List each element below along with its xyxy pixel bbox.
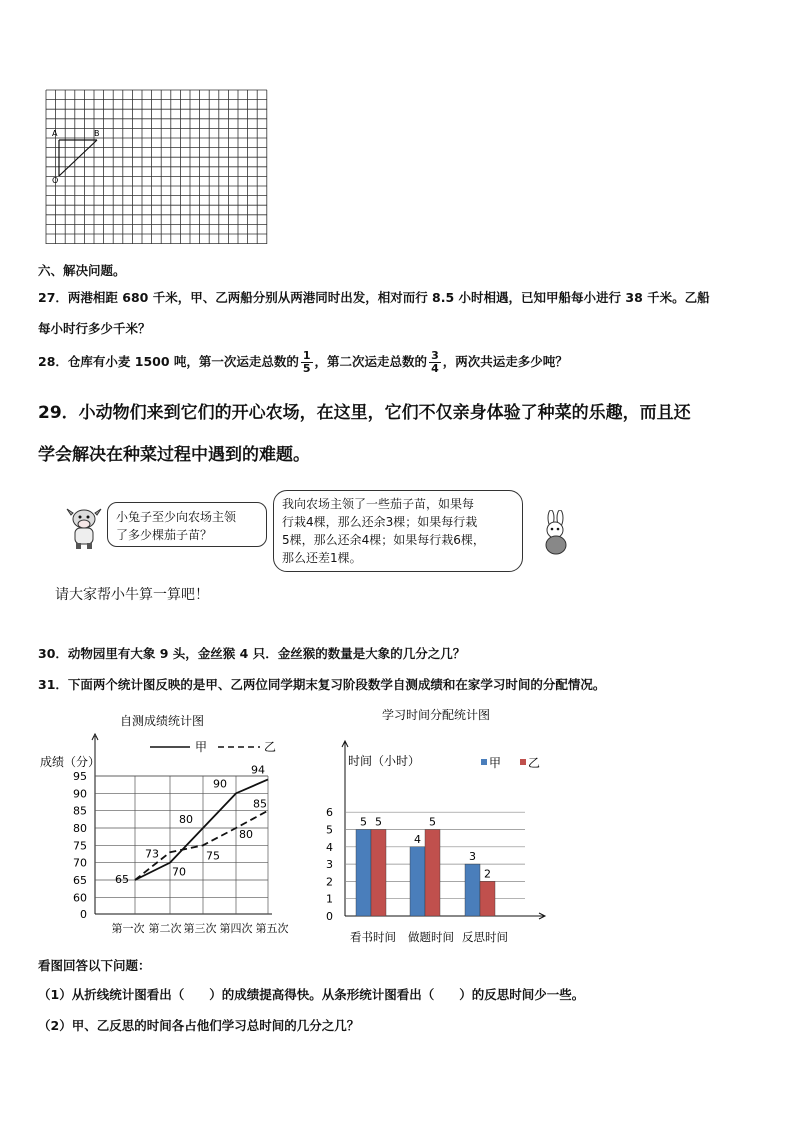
frac2-numerator: 3 — [431, 349, 439, 362]
data-label: 80 — [239, 828, 253, 841]
data-label: 70 — [172, 865, 186, 879]
data-label: 65 — [115, 873, 129, 886]
y-tick-label: 85 — [73, 804, 87, 818]
sub-question-2: （2）甲、乙反思的时间各占他们学习总时间的几分之几？ — [38, 1018, 360, 1033]
question-27-line1: 27．两港相距 680 千米，甲、乙两船分别从两港同时出发，相对而行 8.5 小时相遇，已知甲船每小进行 38 千米。乙船 — [38, 290, 710, 305]
frac1-numerator: 1 — [302, 349, 311, 362]
rabbit-bubble-line3: 5棵，那么还余4棵；如果每行栽6棵， — [282, 533, 485, 547]
y-tick-label: 90 — [73, 787, 87, 801]
point-b-label: B — [94, 129, 100, 138]
bar-chart-title: 学习时间分配统计图 — [382, 708, 491, 722]
instructions: 看图回答以下问题： — [38, 958, 151, 973]
bar-chart-ylabel: 时间（小时） — [348, 754, 421, 768]
bar-y-tick-label: 1 — [326, 892, 333, 906]
point-o-label: O — [52, 176, 59, 185]
line-chart-title: 自测成绩统计图 — [120, 714, 205, 728]
data-label: 94 — [251, 763, 265, 777]
bar-x-tick-label: 做题时间 — [408, 930, 454, 944]
bar-y-tick-label: 4 — [326, 840, 333, 854]
cow-icon — [64, 505, 104, 551]
legend-yi-swatch — [520, 759, 526, 765]
legend-jia: 甲 — [489, 756, 502, 770]
bar-y-tick-label: 0 — [326, 910, 333, 923]
bar-data-label: 3 — [469, 850, 476, 864]
bar-yi — [371, 830, 386, 917]
question-30: 30．动物园里有大象 9 头，金丝猴 4 只．金丝猴的数量是大象的几分之几？ — [38, 646, 466, 661]
bar-data-label: 5 — [429, 815, 436, 829]
question-29-line1: 29．小动物们来到它们的开心农场，在这里，它们不仅亲身体验了种菜的乐趣，而且还 — [38, 403, 691, 423]
frac2-denominator: 4 — [431, 362, 439, 375]
question-28-part2: ，第二次运走总数的 — [314, 354, 428, 369]
legend-jia: 甲 — [195, 740, 208, 754]
rabbit-icon — [538, 510, 574, 556]
question-31: 31．下面两个统计图反映的是甲、乙两位同学期末复习阶段数学自测成绩和在家学习时间的分配情况。 — [38, 677, 606, 692]
bar-jia — [356, 830, 371, 917]
x-tick-label: 第二次 — [148, 922, 182, 935]
legend-jia-swatch — [481, 759, 487, 765]
bar-x-tick-label: 看书时间 — [350, 930, 396, 944]
bar-data-label: 5 — [375, 815, 382, 829]
bar-y-tick-label: 2 — [326, 875, 333, 889]
point-a-label: A — [52, 129, 58, 138]
segment-ob — [59, 140, 97, 176]
legend-yi: 乙 — [528, 756, 541, 770]
x-tick-label: 第一次 — [111, 922, 145, 935]
y-tick-label: 0 — [80, 908, 87, 921]
data-label: 85 — [253, 797, 267, 811]
bar-chart — [320, 700, 550, 948]
data-label: 90 — [213, 777, 227, 791]
sub-question-1: （1）从折线统计图看出（ ）的成绩提高得快。从条形统计图看出（ ）的反思时间少一些。 — [38, 987, 585, 1002]
bar-data-label: 2 — [484, 867, 491, 881]
fraction-one-fifth — [301, 350, 313, 375]
frac1-denominator: 5 — [302, 362, 311, 375]
bar-data-label: 5 — [360, 815, 367, 829]
rabbit-bubble-line1: 我向农场主领了一些茄子苗，如果每 — [282, 497, 475, 511]
question-28-part3: ，两次共运走多少吨？ — [442, 354, 568, 369]
y-tick-label: 75 — [73, 839, 87, 853]
y-tick-label: 70 — [73, 856, 87, 870]
y-tick-label: 65 — [73, 874, 87, 887]
bar-data-label: 4 — [414, 832, 421, 846]
bar-jia — [465, 864, 480, 916]
data-label: 75 — [206, 849, 220, 863]
legend-yi: 乙 — [264, 740, 277, 754]
cow-bubble-line1: 小兔子至少向农场主领 — [116, 510, 237, 524]
question-28 — [38, 350, 568, 375]
bar-yi — [425, 830, 440, 917]
fraction-three-quarters — [429, 350, 441, 375]
rabbit-speech-bubble — [273, 490, 523, 572]
question-29-line2: 学会解决在种菜过程中遇到的难题。 — [38, 445, 310, 465]
bar-x-tick-label: 反思时间 — [462, 930, 508, 944]
help-text: 请大家帮小牛算一算吧！ — [55, 587, 209, 603]
rabbit-bubble-line4: 那么还差1棵。 — [282, 551, 362, 565]
bar-y-tick-label: 5 — [326, 823, 333, 837]
line-chart-ylabel: 成绩（分） — [40, 755, 101, 769]
coordinate-grid — [44, 88, 270, 248]
bar-jia — [410, 847, 425, 916]
cow-bubble-line2: 了多少棵茄子苗？ — [116, 528, 213, 542]
bar-y-tick-label: 3 — [326, 858, 333, 872]
data-label: 73 — [145, 847, 159, 861]
question-27-line2: 每小时行多少千米？ — [38, 321, 151, 336]
line-chart — [40, 706, 300, 942]
data-label: 80 — [179, 813, 193, 826]
y-tick-label: 60 — [73, 891, 87, 905]
x-tick-label: 第五次 — [255, 922, 289, 935]
x-tick-label: 第三次 — [183, 922, 217, 935]
y-tick-label: 80 — [73, 822, 87, 835]
rabbit-bubble-line2: 行栽4棵，那么还余3棵；如果每行栽 — [282, 515, 478, 529]
y-tick-label: 95 — [73, 770, 87, 783]
bar-yi — [480, 881, 495, 916]
section-title: 六、解决问题。 — [38, 263, 126, 278]
bar-y-tick-label: 6 — [326, 806, 333, 820]
question-28-part1: 28．仓库有小麦 1500 吨，第一次运走总数的 — [38, 354, 299, 369]
cow-speech-bubble — [107, 502, 267, 547]
x-tick-label: 第四次 — [219, 922, 253, 935]
